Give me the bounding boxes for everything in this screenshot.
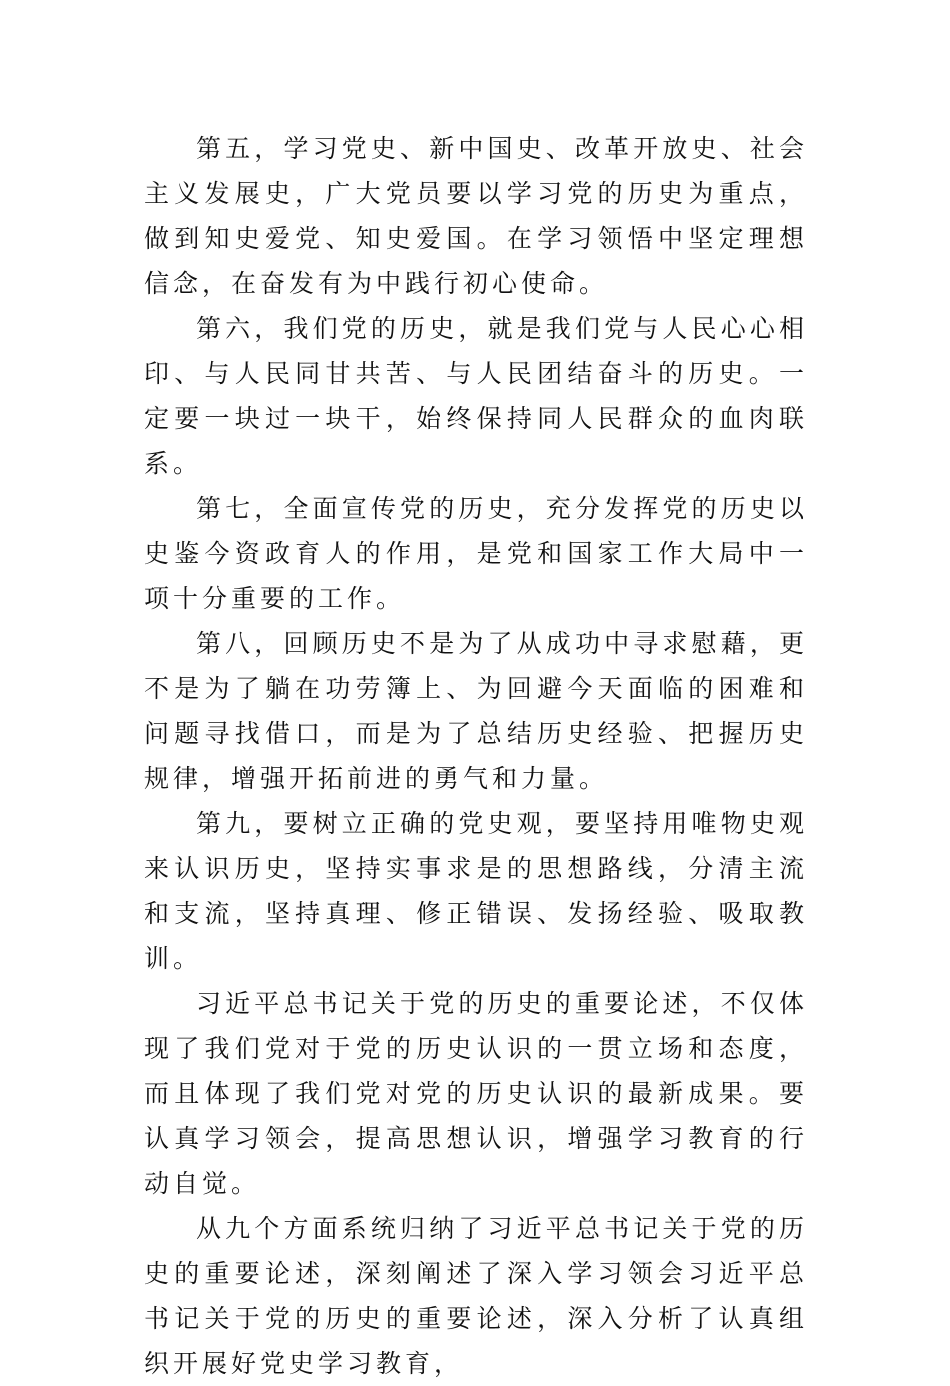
paragraph-summary: 习近平总书记关于党的历史的重要论述，不仅体现了我们党对于党的历史认识的一贯立场和态度，而且体现了我们党对党的历史认识的最新成果。要认真学习领会，提高思想认识，增强学习教育的行动自觉。 — [144, 989, 808, 1198]
paragraph-eighth-point: 第八，回顾历史不是为了从成功中寻求慰藉，更不是为了躺在功劳簿上、为回避今天面临的困难和问题寻找借口，而是为了总结历史经验、把握历史规律，增强开拓前进的勇气和力量。 — [144, 629, 808, 793]
paragraph-sixth-point: 第六，我们党的历史，就是我们党与人民心心相印、与人民同甘共苦、与人民团结奋斗的历史。一定要一块过一块干，始终保持同人民群众的血肉联系。 — [144, 314, 808, 478]
document-body — [144, 126, 808, 1386]
paragraph-ninth-point: 第九，要树立正确的党史观，要坚持用唯物史观来认识历史，坚持实事求是的思想路线，分清主流和支流，坚持真理、修正错误、发扬经验、吸取教训。 — [144, 809, 808, 973]
paragraph-seventh-point: 第七，全面宣传党的历史，充分发挥党的历史以史鉴今资政育人的作用，是党和国家工作大局中一项十分重要的工作。 — [144, 494, 808, 613]
paragraph-conclusion: 从九个方面系统归纳了习近平总书记关于党的历史的重要论述，深刻阐述了深入学习领会习近平总书记关于党的历史的重要论述，深入分析了认真组织开展好党史学习教育， — [144, 1214, 808, 1378]
paragraph-fifth-point: 第五，学习党史、新中国史、改革开放史、社会主义发展史，广大党员要以学习党的历史为重点，做到知史爱党、知史爱国。在学习领悟中坚定理想信念，在奋发有为中践行初心使命。 — [144, 134, 808, 298]
